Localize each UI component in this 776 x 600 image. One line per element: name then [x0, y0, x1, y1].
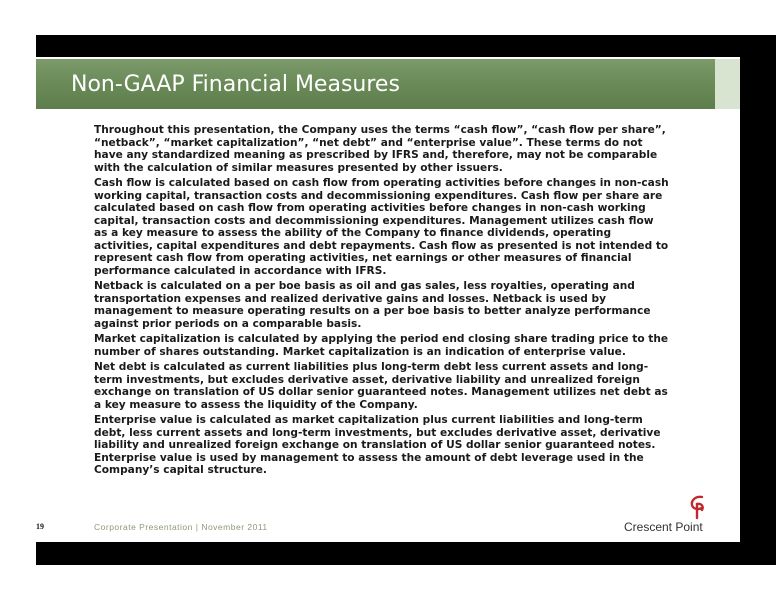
- footer-text: Corporate Presentation | November 2011: [94, 522, 268, 532]
- slide-body: [94, 124, 670, 480]
- paragraph-intro: Throughout this presentation, the Company uses the terms “cash flow”, “cash flow per share”, “netback”, “market capitalization”, “net debt” and “enterprise value”. These terms do not have any standardized meaning as prescribed by IFRS and, therefore, may not be comparable with the calculation of similar measures presented by other issuers.: [94, 124, 666, 174]
- paragraph-net-debt: Net debt is calculated as current liabilities plus long-term debt less current assets and long-term investments, but excludes derivative asset, derivative liability and unrealized foreign exchange on translation of US dollar senior guaranteed notes. Management utilizes net debt as a key measure to assess the liquidity of the Company.: [94, 361, 668, 411]
- paragraph-cash-flow: Cash flow is calculated based on cash flow from operating activities before changes in non-cash working capital, transaction costs and decommissioning expenditures. Cash flow per share are calculated based on cash flow from operating activities before changes in non-cash working capital, transaction costs and decommissioning expenditures. Management utilizes cash flow as a key measure to assess the ability of the Company to finance dividends, operating activities, capital expenditures and debt repayments. Cash flow as presented is not intended to represent cash flow from operating activities, net earnings or other measures of financial performance calculated in accordance with IFRS.: [94, 177, 669, 277]
- slide-title: Non-GAAP Financial Measures: [71, 72, 400, 97]
- paragraph-market-cap: Market capitalization is calculated by applying the period end closing share trading price to the number of shares outstanding. Market capitalization is an indication of enterprise value.: [94, 333, 669, 358]
- paragraph-enterprise-value: Enterprise value is calculated as market capitalization plus current liabilities and long-term debt, less current assets and long-term investments, but excludes derivative asset, derivative liability and unrealized foreign exchange on translation of US dollar senior guaranteed notes. Enterprise value is used by management to assess the amount of debt leverage used in the Company’s capital structure.: [94, 414, 661, 476]
- crescent-point-logo-icon: [690, 494, 706, 520]
- slide: [36, 57, 740, 542]
- title-bar: [36, 59, 715, 109]
- paragraph-netback: Netback is calculated on a per boe basis as oil and gas sales, less royalties, operating and transportation expenses and realized derivative gains and losses. Netback is used by management to measure operating results on a per boe basis to better analyze performance against prior periods on a comparable basis.: [94, 280, 651, 330]
- page-number: 19: [36, 522, 44, 531]
- title-accent: [715, 59, 740, 109]
- logo-text: Crescent Point: [624, 520, 703, 534]
